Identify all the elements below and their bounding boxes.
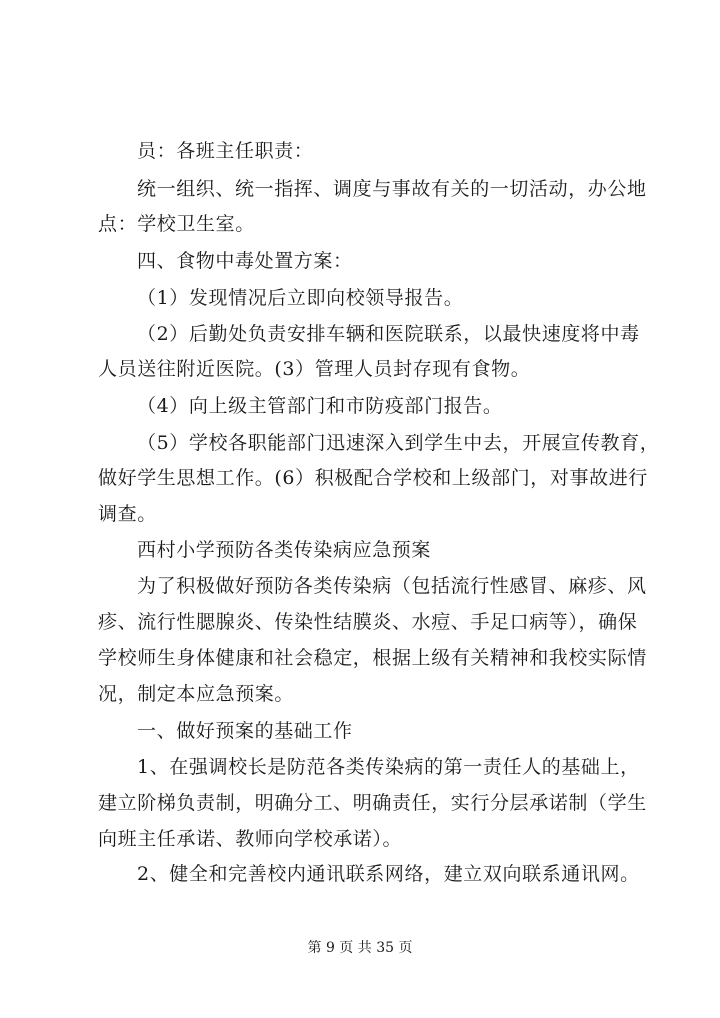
text-line: 1、在强调校长是防范各类传染病的第一责任人的基础上， — [137, 756, 640, 778]
text-line: 做好学生思想工作。(6）积极配合学校和上级部门，对事故进行 — [98, 467, 648, 489]
text-line: 为了积极做好预防各类传染病（包括流行性感冒、麻疹、风 — [137, 575, 647, 597]
text-line: 统一组织、统一指挥、调度与事故有关的一切活动，办公地 — [137, 178, 647, 200]
text-line: （2）后勤处负责安排车辆和医院联系，以最快速度将中毒 — [137, 323, 640, 345]
text-line: 2、健全和完善校内通讯联系网络，建立双向联系通讯网。 — [137, 863, 640, 885]
section-title: 西村小学预防各类传染病应急预案 — [137, 539, 432, 561]
text-line: 四、食物中毒处置方案： — [137, 250, 353, 272]
text-line: 人员送往附近医院。(3）管理人员封存现有食物。 — [98, 358, 531, 380]
text-line: 向班主任承诺、教师向学校承诺）。 — [98, 828, 403, 850]
text-line: 点：学校卫生室。 — [98, 213, 255, 235]
text-line: 疹、流行性腮腺炎、传染性结膜炎、水痘、手足口病等），确保 — [98, 611, 638, 633]
text-line: 建立阶梯负责制，明确分工、明确责任，实行分层承诺制（学生 — [98, 792, 647, 814]
text-line: （5）学校各职能部门迅速深入到学生中去，开展宣传教育， — [137, 432, 660, 454]
text-line: 一、做好预案的基础工作 — [137, 720, 353, 742]
text-line: （4）向上级主管部门和市防疫部门报告。 — [137, 395, 503, 417]
text-line: 况，制定本应急预案。 — [98, 683, 295, 705]
text-line: （1）发现情况后立即向校领导报告。 — [137, 287, 464, 309]
text-line: 员：各班主任职责： — [137, 140, 314, 162]
text-line: 调查。 — [98, 503, 157, 525]
text-line: 学校师生身体健康和社会稳定，根据上级有关精神和我校实际情 — [98, 647, 647, 669]
page-number-footer: 第 9 页 共 35 页 — [307, 940, 413, 956]
